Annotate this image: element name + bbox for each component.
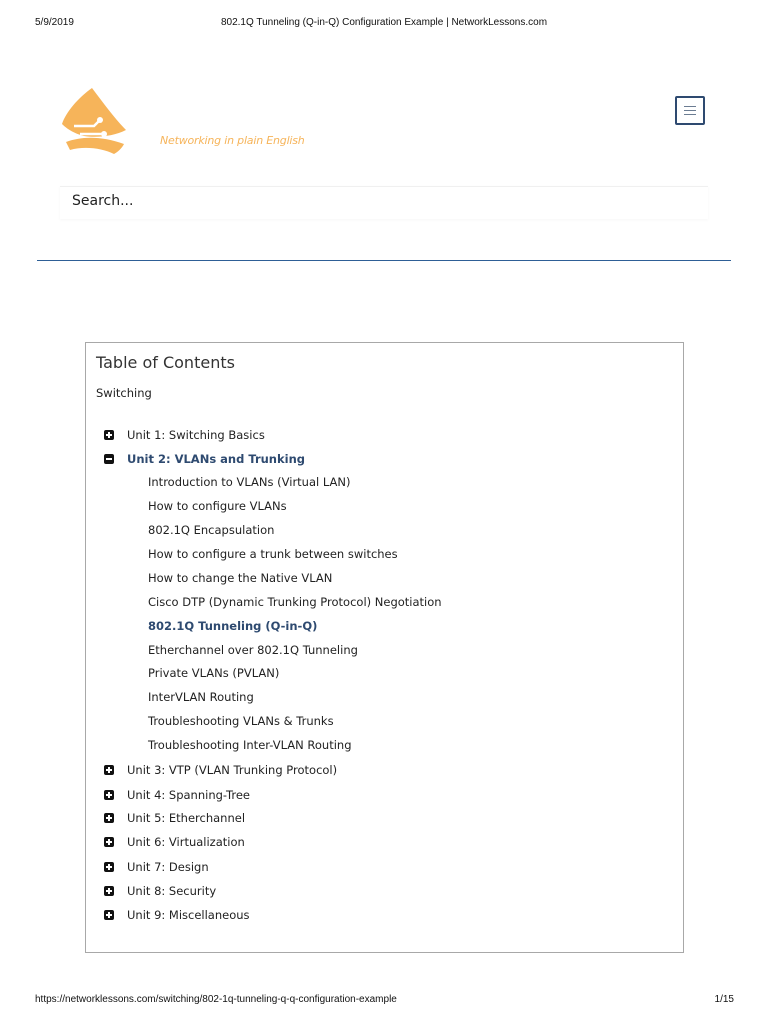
toc-lesson-current[interactable]: 802.1Q Tunneling (Q-in-Q) [148, 619, 318, 633]
toc-unit-label[interactable]: Unit 3: VTP (VLAN Trunking Protocol) [127, 763, 338, 777]
toc-unit-9[interactable] [104, 907, 250, 923]
print-page-number: 1/15 [714, 994, 734, 1005]
menu-button[interactable] [675, 96, 705, 125]
toc-lesson[interactable]: Troubleshooting VLANs & Trunks [148, 714, 334, 728]
sail-logo-icon [58, 86, 132, 160]
search-input[interactable] [72, 193, 672, 209]
toc-lesson[interactable]: How to configure VLANs [148, 499, 287, 513]
toc-lesson[interactable]: How to change the Native VLAN [148, 571, 333, 585]
collapse-minus-icon[interactable] [104, 454, 114, 464]
expand-plus-icon[interactable] [104, 837, 114, 847]
header-divider [37, 260, 731, 261]
print-header [0, 13, 768, 29]
toc-section-label[interactable]: Switching [96, 386, 152, 400]
site-logo[interactable] [58, 86, 132, 160]
expand-plus-icon[interactable] [104, 862, 114, 872]
expand-plus-icon[interactable] [104, 886, 114, 896]
toc-unit-label[interactable]: Unit 9: Miscellaneous [127, 908, 250, 922]
toc-unit-label[interactable]: Unit 6: Virtualization [127, 835, 245, 849]
toc-unit-label[interactable]: Unit 5: Etherchannel [127, 811, 246, 825]
toc-unit-label[interactable]: Unit 2: VLANs and Trunking [127, 452, 305, 466]
hamburger-menu-icon [684, 106, 696, 115]
toc-lesson[interactable]: Introduction to VLANs (Virtual LAN) [148, 475, 351, 489]
toc-title: Table of Contents [96, 353, 235, 372]
toc-unit-7[interactable] [104, 859, 209, 875]
table-of-contents [85, 342, 684, 953]
toc-lesson[interactable]: Private VLANs (PVLAN) [148, 666, 280, 680]
print-title: 802.1Q Tunneling (Q-in-Q) Configuration Example | NetworkLessons.com [220, 17, 548, 28]
search-box[interactable] [60, 186, 708, 219]
print-url: https://networklessons.com/switching/802-1q-tunneling-q-q-configuration-example [35, 994, 397, 1005]
toc-unit-2[interactable] [104, 451, 305, 467]
toc-lesson[interactable]: 802.1Q Encapsulation [148, 523, 275, 537]
toc-lesson[interactable]: InterVLAN Routing [148, 690, 254, 704]
toc-lesson[interactable]: Cisco DTP (Dynamic Trunking Protocol) Negotiation [148, 595, 442, 609]
print-footer [0, 992, 768, 1008]
expand-plus-icon[interactable] [104, 430, 114, 440]
toc-unit-6[interactable] [104, 834, 245, 850]
toc-unit-label[interactable]: Unit 1: Switching Basics [127, 428, 265, 442]
toc-lesson[interactable]: Etherchannel over 802.1Q Tunneling [148, 643, 358, 657]
toc-unit-4[interactable] [104, 787, 250, 803]
toc-unit-label[interactable]: Unit 4: Spanning-Tree [127, 788, 250, 802]
toc-unit-3[interactable] [104, 762, 337, 778]
toc-lesson[interactable]: How to configure a trunk between switches [148, 547, 398, 561]
toc-unit-5[interactable] [104, 810, 245, 826]
site-tagline: Networking in plain English [160, 134, 305, 147]
expand-plus-icon[interactable] [104, 813, 114, 823]
expand-plus-icon[interactable] [104, 910, 114, 920]
toc-lesson[interactable]: Troubleshooting Inter-VLAN Routing [148, 738, 352, 752]
expand-plus-icon[interactable] [104, 790, 114, 800]
toc-unit-label[interactable]: Unit 8: Security [127, 884, 217, 898]
toc-unit-label[interactable]: Unit 7: Design [127, 860, 209, 874]
expand-plus-icon[interactable] [104, 765, 114, 775]
print-date: 5/9/2019 [35, 17, 74, 28]
toc-unit-8[interactable] [104, 883, 216, 899]
toc-unit-1[interactable] [104, 427, 265, 443]
